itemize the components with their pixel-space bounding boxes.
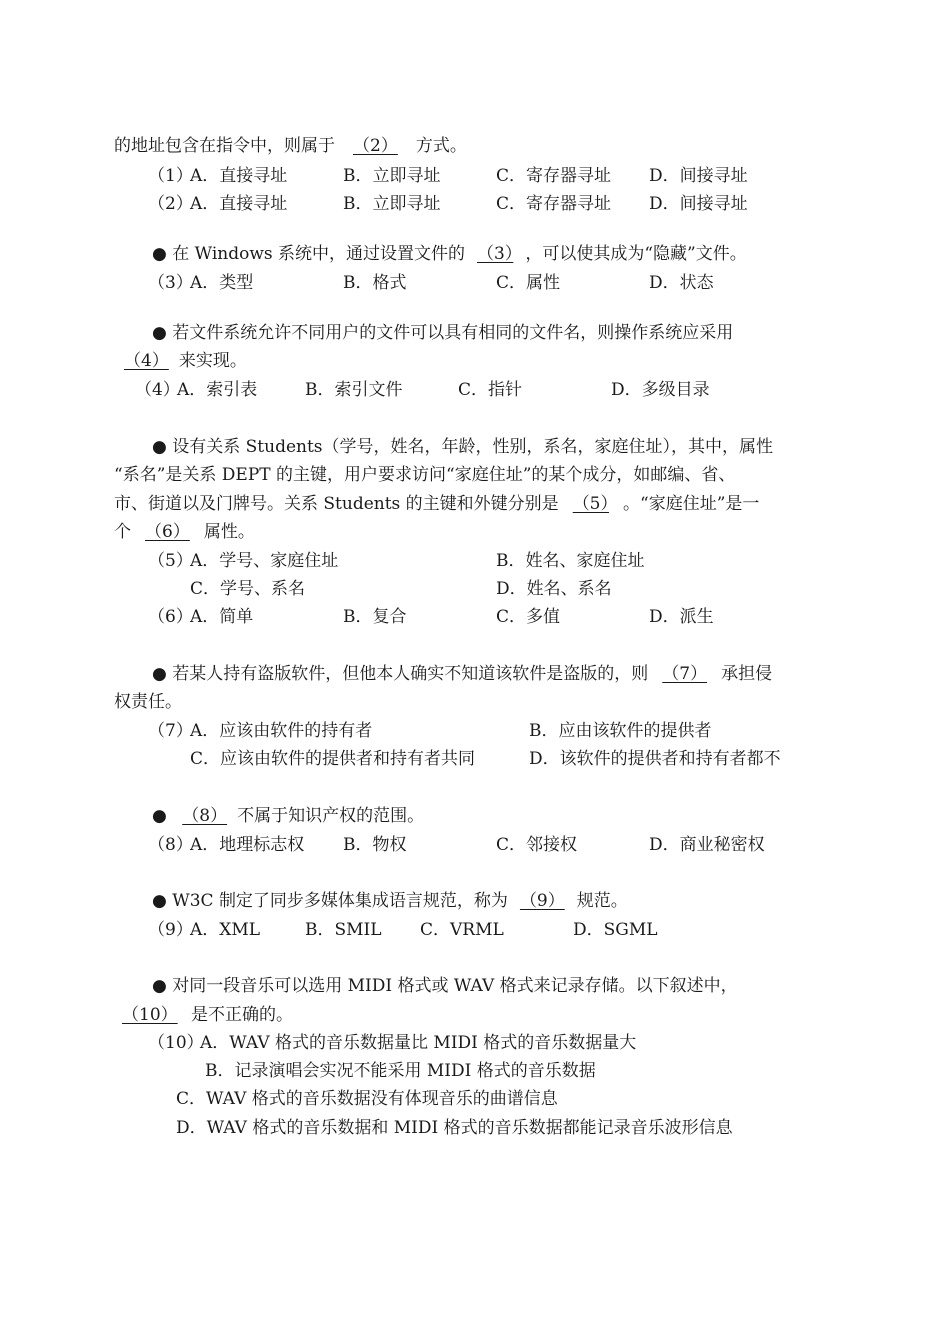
- answer-blank-8: （8）: [182, 806, 228, 826]
- stem-text: ，可以使其成为“隐藏”文件。: [525, 244, 747, 264]
- question-number: （9）: [148, 920, 193, 940]
- option-a: A．直接寻址: [190, 166, 288, 186]
- stem-text: ● W3C 制定了同步多媒体集成语言规范，称为: [152, 891, 508, 911]
- answer-blank-6: （6）: [145, 522, 190, 542]
- option-c: C．寄存器寻址: [496, 194, 612, 214]
- option-c: C．邻接权: [496, 835, 578, 855]
- question-1-2-stem: [114, 135, 467, 157]
- option-a: A．应该由软件的持有者: [190, 721, 373, 741]
- question-5-stem-line2: “系名”是关系 DEPT 的主键，用户要求访问“家庭住址”的某个成分，如邮编、省、: [114, 465, 736, 485]
- option-c: C．寄存器寻址: [496, 166, 612, 186]
- stem-text: 。“家庭住址”是一: [623, 494, 760, 514]
- option-c: C．多值: [496, 607, 561, 627]
- option-d: D．WAV 格式的音乐数据和 MIDI 格式的音乐数据都能记录音乐波形信息: [176, 1118, 733, 1138]
- bullet: ●: [152, 806, 167, 826]
- question-7-stem-line2: 权责任。: [114, 692, 182, 712]
- option-b: B．SMIL: [305, 920, 382, 940]
- option-a: A．地理标志权: [190, 835, 305, 855]
- option-b: B．立即寻址: [343, 194, 441, 214]
- option-a: A．类型: [190, 273, 254, 293]
- stem-text: 属性。: [203, 522, 255, 542]
- answer-blank-3: （3）: [477, 244, 514, 264]
- question-10-stem-line2: [114, 1004, 293, 1026]
- answer-blank-2: （2）: [353, 136, 398, 156]
- question-number: （2）: [148, 194, 193, 214]
- option-b: B．应由该软件的提供者: [529, 721, 712, 741]
- stem-text: ● 在 Windows 系统中，通过设置文件的: [152, 244, 465, 264]
- option-b: B．格式: [343, 273, 407, 293]
- option-d: D．派生: [649, 607, 714, 627]
- question-5-stem-line3: [114, 493, 759, 515]
- question-number: （7）: [148, 721, 193, 741]
- question-4-stem-line2: [114, 350, 247, 372]
- question-5-stem-line1: ● 设有关系 Students（学号，姓名，年龄，性别，系名，家庭住址），其中，属性: [152, 437, 774, 457]
- option-b: B．记录演唱会实况不能采用 MIDI 格式的音乐数据: [205, 1061, 596, 1081]
- stem-text: 规范。: [576, 891, 628, 911]
- question-number: （10）: [148, 1033, 204, 1053]
- answer-blank-4: （4）: [124, 351, 169, 371]
- option-b: B．姓名、家庭住址: [496, 551, 645, 571]
- question-number: （1）: [148, 166, 193, 186]
- stem-text: 来实现。: [178, 351, 247, 371]
- option-d: D．商业秘密权: [649, 835, 765, 855]
- option-c: C．VRML: [420, 920, 504, 940]
- stem-text: 个: [114, 522, 131, 542]
- option-c: C．学号、系名: [190, 579, 306, 599]
- question-10-stem-line1: ● 对同一段音乐可以选用 MIDI 格式或 WAV 格式来记录存储。以下叙述中，: [152, 976, 738, 996]
- question-3-stem: [152, 243, 747, 265]
- option-d: D．间接寻址: [649, 194, 748, 214]
- stem-text: 的地址包含在指令中，则属于: [114, 136, 335, 156]
- stem-text: 方式。: [415, 136, 467, 156]
- option-d: D．该软件的提供者和持有者都不: [529, 749, 781, 769]
- stem-text: 市、街道以及门牌号。关系 Students 的主键和外键分别是: [114, 494, 559, 514]
- stem-text: 是不正确的。: [185, 1005, 294, 1025]
- option-c: C．WAV 格式的音乐数据没有体现音乐的曲谱信息: [176, 1089, 558, 1109]
- stem-text: ● 若某人持有盗版软件，但他本人确实不知道该软件是盗版的，则: [152, 664, 649, 684]
- option-a: A．直接寻址: [190, 194, 288, 214]
- option-b: B．立即寻址: [343, 166, 441, 186]
- option-c: C．属性: [496, 273, 561, 293]
- question-number: （5）: [148, 551, 193, 571]
- option-d: D．多级目录: [611, 380, 710, 400]
- answer-blank-10: （10）: [122, 1005, 178, 1025]
- option-a: A．索引表: [177, 380, 258, 400]
- option-a: A．WAV 格式的音乐数据量比 MIDI 格式的音乐数据量大: [200, 1033, 637, 1053]
- answer-blank-7: （7）: [662, 664, 708, 684]
- question-9-stem: [152, 890, 628, 912]
- question-7-stem-line1: [152, 663, 772, 685]
- option-b: B．索引文件: [305, 380, 403, 400]
- option-b: B．复合: [343, 607, 407, 627]
- option-c: C．指针: [458, 380, 523, 400]
- stem-text: 承担侵: [721, 664, 773, 684]
- option-d: D．状态: [649, 273, 714, 293]
- option-a: A．简单: [190, 607, 254, 627]
- option-d: D．间接寻址: [649, 166, 748, 186]
- stem-text: 不属于知识产权的范围。: [237, 806, 425, 826]
- answer-blank-5: （5）: [572, 494, 610, 514]
- question-8-stem: [152, 805, 424, 827]
- option-d: D．SGML: [573, 920, 658, 940]
- question-number: （4）: [135, 380, 180, 400]
- option-a: A．学号、家庭住址: [190, 551, 339, 571]
- question-6-stem-line4: [114, 521, 255, 543]
- option-a: A．XML: [190, 920, 261, 940]
- question-number: （8）: [148, 835, 193, 855]
- question-number: （6）: [148, 607, 193, 627]
- option-d: D．姓名、系名: [496, 579, 612, 599]
- question-number: （3）: [148, 273, 193, 293]
- answer-blank-9: （9）: [519, 891, 565, 911]
- question-4-stem-line1: ● 若文件系统允许不同用户的文件可以具有相同的文件名，则操作系统应采用: [152, 323, 734, 343]
- option-c: C．应该由软件的提供者和持有者共同: [190, 749, 476, 769]
- option-b: B．物权: [343, 835, 407, 855]
